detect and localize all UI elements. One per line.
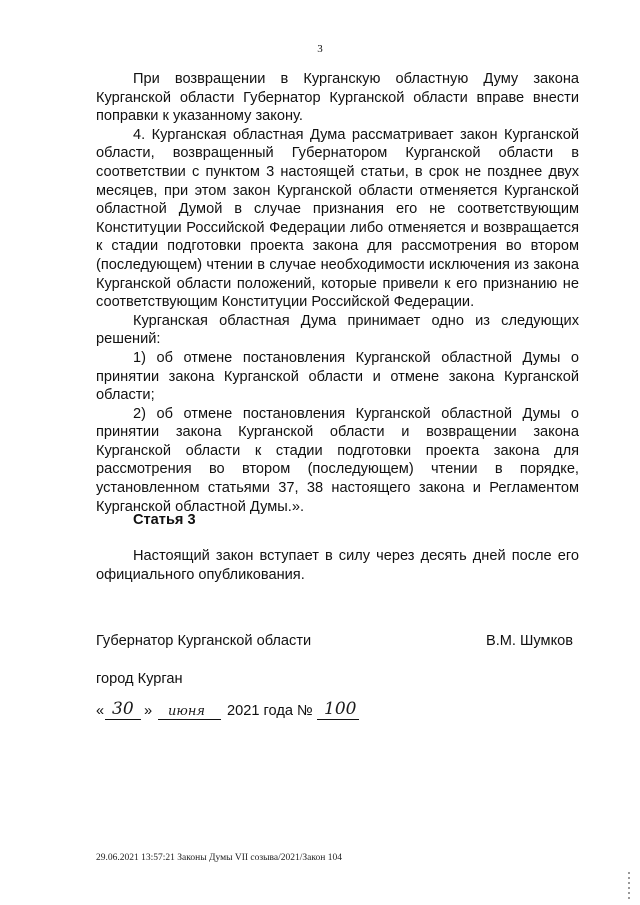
page-number: 3 (317, 43, 323, 55)
signatory-name: В.М. Шумков (485, 633, 573, 649)
day-underline (105, 719, 141, 720)
date-line (96, 698, 396, 722)
date-open-quote: « (96, 703, 105, 719)
article-body-top (96, 70, 579, 516)
handwritten-month: июня (168, 704, 205, 719)
date-close-quote: » (144, 703, 153, 719)
paragraph-decision-1: 1) об отмене постановления Курганской областной Думы о принятии закона Курганской области и отмене закона Курганской области; (96, 349, 579, 404)
city-label: город Курган (96, 671, 183, 687)
handwritten-day: 30 (112, 699, 134, 719)
article-3-body (96, 547, 579, 584)
paragraph-amendments: При возвращении в Курганскую областную Думу закона Курганской области Губернатор Курганской области вправе внести поправки к указанному закону. (96, 71, 579, 125)
paragraph-point-4: 4. Курганская областная Дума рассматривает закон Курганской области, возвращенный Губернатором Курганской области в соответствии с пунктом 3 настоящей статьи, в срок не позднее двух месяцев, при этом закон Курганской области отменяется Курганской областной Думой в случае признания его не соответствующим Конституции Российской Федерации либо отменяется и возвращается к стадии подготовки проекта закона для рассмотрения во втором (последующем) чтении в случае необходимости исключения из закона Курганской области положений, которые привели к его признанию не соответствующим Конституции Российской Федерации. (96, 126, 579, 311)
handwritten-number: 100 (324, 699, 357, 719)
paragraph-entry-into-force: Настоящий закон вступает в силу через десять дней после его официального опубликования. (96, 548, 579, 583)
margin-marks (628, 872, 630, 902)
paragraph-decisions: Курганская областная Дума принимает одно из следующих решений: (96, 312, 579, 348)
number-underline (317, 719, 359, 720)
footer-registration-stamp: 29.06.2021 13:57:21 Законы Думы VII созыва/2021/Закон 104 (96, 853, 342, 863)
article-heading: Статья 3 (133, 512, 196, 528)
date-year-label: 2021 года № (227, 703, 313, 719)
signatory-title: Губернатор Курганской области (96, 633, 312, 649)
paragraph-decision-2: 2) об отмене постановления Курганской областной Думы о принятии закона Курганской области и возвращении закона Курганской области к стадии подготовки проекта закона для рассмотрения во втором (последующем) чтении в порядке, установленном статьями 37, 38 настоящего закона и Регламентом Курганской областной Думы.». (96, 405, 579, 515)
month-underline (158, 719, 221, 720)
